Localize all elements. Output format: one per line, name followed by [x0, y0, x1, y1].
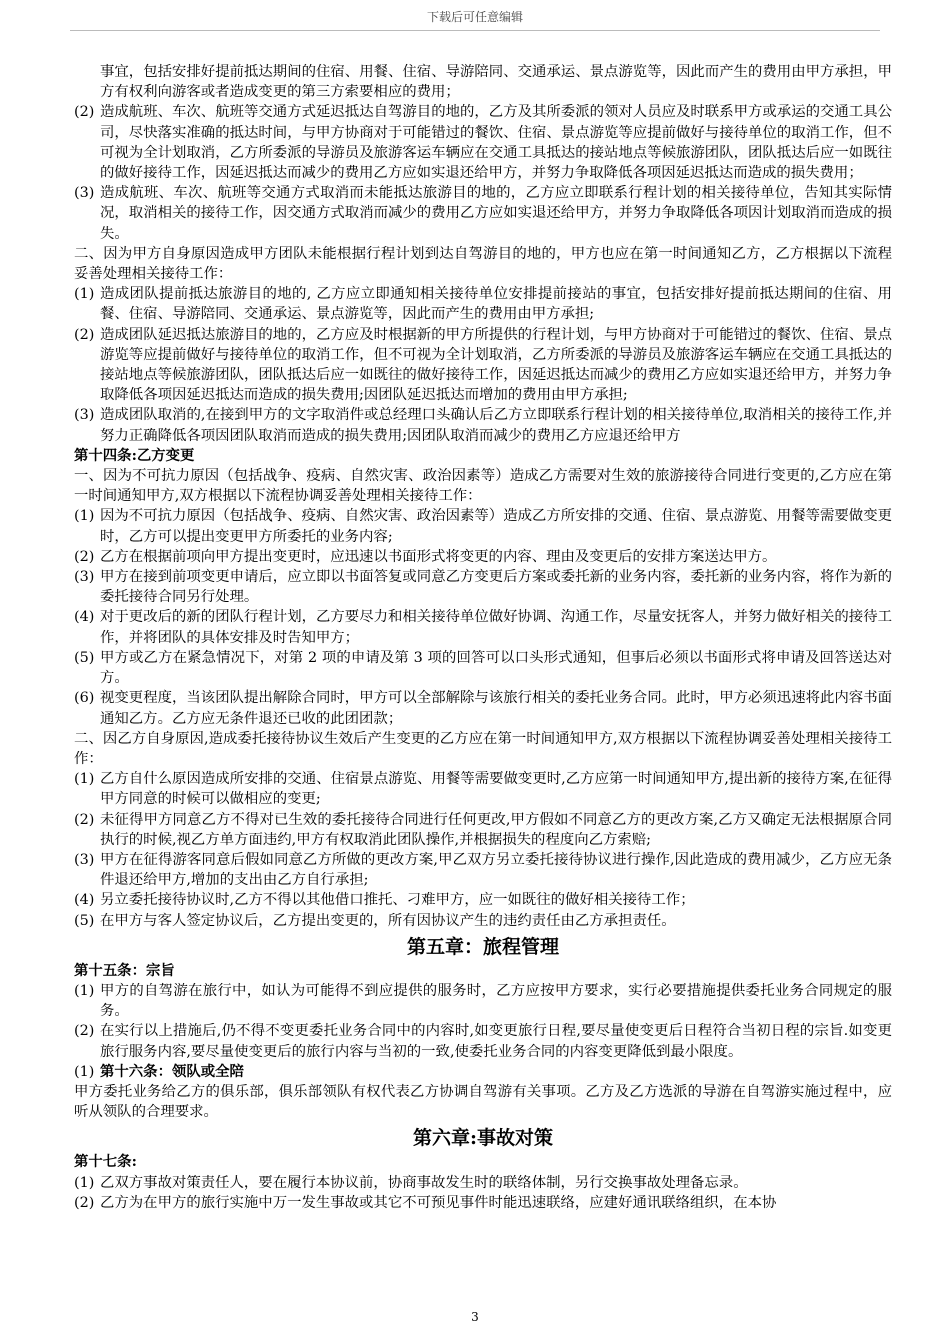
list-item [74, 405, 892, 445]
list-item [74, 850, 892, 890]
list-item [74, 1021, 892, 1061]
list-item [74, 607, 892, 647]
list-item-number: (3) [74, 407, 95, 424]
list-item [74, 325, 892, 406]
list-item-text: 造成团队提前抵达旅游目的地的, 乙方应立即通知相关接待单位安排提前接站的事宜，包括安排好提前抵达期间的住宿、用餐、住宿、导游陪同、交通承运、景点游览等，因此而产生的费用由甲方承担; [100, 286, 892, 323]
list-item-text: 在实行以上措施后,仍不得不变更委托业务合同中的内容时,如变更旅行日程,要尽量使变更后日程符合当初日程的宗旨.如变更旅行服务内容,要尽量使变更后的旅行内容与当初的一致,使委托业务合同的内容变更降低到最小限度。 [100, 1023, 892, 1060]
list-item-text: 对于更改后的新的团队行程计划，乙方要尽力和相关接待单位做好协调、沟通工作，尽量安抚客人，并努力做好相关的接待工作，并将团队的具体安排及时告知甲方； [100, 609, 892, 646]
list-item-number: (1) [74, 1063, 95, 1080]
list-item [74, 183, 892, 244]
document-body [74, 62, 892, 1213]
list-item-number: (6) [74, 690, 95, 707]
list-item-text: 因为不可抗力原因（包括战争、疫病、自然灾害、政治因素等）造成乙方所安排的交通、住宿、景点游览、用餐等需要做变更时，乙方可以提出变更甲方所委托的业务内容; [100, 508, 892, 545]
chapter-title: 第五章：旅程管理 [406, 935, 559, 958]
list-item-number: (1) [74, 771, 95, 788]
list-item [74, 688, 892, 728]
list-item-number: (2) [74, 548, 95, 565]
list-item-number: (2) [74, 1194, 95, 1211]
list-item [74, 1193, 892, 1213]
list-item-text: 甲方的自驾游在旅行中，如认为可能得不到应提供的服务时，乙方应按甲方要求，实行必要措施提供委托业务合同规定的服务。 [100, 982, 892, 1020]
list-item [74, 102, 892, 183]
section-heading: 第十六条：领队或全陪 [100, 1062, 244, 1080]
page-header: 下载后可任意编辑 [426, 10, 523, 24]
list-item-number: (3) [74, 185, 95, 202]
list-item-number: (4) [74, 609, 95, 626]
list-item [74, 981, 892, 1021]
list-item-number: (4) [74, 892, 95, 909]
list-item [74, 769, 892, 809]
list-item-text: 乙双方事故对策责任人，要在履行本协议前，协商事故发生时的联络体制，另行交换事故处理备忘录。 [100, 1174, 748, 1191]
list-item-number: (1) [74, 982, 95, 999]
list-item [74, 810, 892, 850]
list-item [74, 1173, 892, 1193]
section-heading: 第十七条: [74, 1153, 137, 1171]
list-item-number: (2) [74, 326, 95, 343]
list-item-text: 甲方或乙方在紧急情况下，对第 2 项的申请及第 3 项的回答可以口头形式通知，但事后必须以书面形式将申请及回答送达对方。 [100, 649, 892, 687]
list-item-number: (5) [74, 912, 95, 929]
list-item-text: 另立委托接待协议时,乙方不得以其他借口推托、刁难甲方，应一如既往的做好相关接待工作； [100, 892, 695, 909]
list-item-text: 在甲方与客人签定协议后，乙方提出变更的，所有因协议产生的违约责任由乙方承担责任。 [100, 912, 676, 929]
page-number: 3 [471, 1310, 479, 1324]
list-item-number: (3) [74, 569, 95, 586]
list-item-number: (1) [74, 1174, 95, 1191]
list-item-text: 造成航班、车次、航班等交通方式取消而未能抵达旅游目的地的，乙方应立即联系行程计划的相关接待单位，告知其实际情况，取消相关的接待工作，因交通方式取消而减少的费用乙方应如实退还给甲方，并努力争取降低各项因计划取消而造成的损失。 [100, 185, 892, 242]
paragraph: 一、因为不可抗力原因（包括战争、疫病、自然灾害、政治因素等）造成乙方需要对生效的旅游接待合同进行变更的,乙方应在第一时间通知甲方,双方根据以下流程协调妥善处理相关接待工作： [74, 468, 892, 505]
paragraph: 二、因为甲方自身原因造成甲方团队未能根据行程计划到达自驾游目的地的，甲方也应在第一时间通知乙方，乙方根据以下流程妥善处理相关接待工作： [74, 245, 892, 283]
list-item-number: (2) [74, 811, 95, 828]
list-item [74, 567, 892, 607]
paragraph: 二、因乙方自身原因,造成委托接待协议生效后产生变更的乙方应在第一时间通知甲方,双方根据以下流程协调妥善处理相关接待工作： [74, 730, 892, 767]
list-item [74, 1062, 892, 1082]
paragraph-continuation: 事宜，包括安排好提前抵达期间的住宿、用餐、住宿、导游陪同、交通承运、景点游览等，因此而产生的费用由甲方承担，甲方有权利向游客或者造成变更的第三方索要相应的费用； [100, 64, 892, 101]
list-item [74, 648, 892, 688]
header-divider [70, 30, 880, 31]
list-item-number: (2) [74, 104, 95, 121]
list-item-text: 乙方为在甲方的旅行实施中万一发生事故或其它不可预见事件时能迅速联络，应建好通讯联络组织，在本协 [100, 1194, 777, 1211]
list-item-number: (1) [74, 286, 95, 303]
section-heading: 第十四条:乙方变更 [74, 446, 195, 464]
chapter-title: 第六章:事故对策 [412, 1127, 553, 1150]
list-item-number: (3) [74, 851, 95, 868]
list-item-number: (5) [74, 649, 95, 666]
list-item-text: 造成团队延迟抵达旅游目的地的，乙方应及时根据新的甲方所提供的行程计划，与甲方协商对于可能错过的餐饮、住宿、景点游览等应提前做好与接待单位的取消工作，但不可视为全计划取消，乙方所委派的导游员及旅游客运车辆应在交通工具抵达的接站地点等候旅游团队，团队抵达后应一如既往的做好接待工作，因延迟抵达而减少的费用乙方应如实退还给甲方，并努力争取降低各项因延迟抵达而造成的损失费用;因团队延迟抵达而增加的费用由甲方承担; [100, 326, 892, 404]
list-item-number: (1) [74, 508, 95, 525]
list-item-text: 造成团队取消的,在接到甲方的文字取消件或总经理口头确认后乙方立即联系行程计划的相关接待单位,取消相关的接待工作,并努力正确降低各项因团队取消而造成的损失费用;因团队取消而减少的费用乙方应退还给甲方 [100, 407, 892, 444]
list-item-text: 视变更程度，当该团队提出解除合同时，甲方可以全部解除与该旅行相关的委托业务合同。此时，甲方必须迅速将此内容书面通知乙方。乙方应无条件退还已收的此团团款； [100, 690, 892, 727]
list-item-text: 造成航班、车次、航班等交通方式延迟抵达自驾游目的地的，乙方及其所委派的领对人员应及时联系甲方或承运的交通工具公司，尽快落实准确的抵达时间，与甲方协商对于可能错过的餐饮、住宿、景点游览等应提前做好与接待单位的取消工作，但不可视为全计划取消，乙方所委派的导游员及旅游客运车辆应在交通工具抵达的接站地点等候旅游团队，团队抵达后应一如既往的做好接待工作，因延迟抵达而减少的费用乙方应如实退还给甲方，并努力争取降低各项因延迟抵达而造成的损失费用； [100, 104, 892, 182]
list-item-text: 乙方在根据前项向甲方提出变更时，应迅速以书面形式将变更的内容、理由及变更后的安排方案送达甲方。 [100, 548, 777, 565]
list-item-text: 乙方自什么原因造成所安排的交通、住宿景点游览、用餐等需要做变更时,乙方应第一时间通知甲方,提出新的接待方案,在征得甲方同意的时候可以做相应的变更; [100, 771, 892, 808]
list-item-text: 甲方在接到前项变更申请后，应立即以书面答复或同意乙方变更后方案或委托新的业务内容，委托新的业务内容，将作为新的委托接待合同另行处理。 [100, 569, 892, 606]
list-item-text: 未征得甲方同意乙方不得对已生效的委托接待合同进行任何更改,甲方假如不同意乙方的更改方案,乙方又确定无法根据原合同执行的时候,视乙方单方面违约,甲方有权取消此团队操作,并根据损失的程度向乙方索赔; [100, 811, 892, 848]
list-item-number: (2) [74, 1023, 95, 1040]
list-item [74, 506, 892, 546]
list-item [74, 284, 892, 324]
section-heading: 第十五条：宗旨 [74, 961, 175, 979]
list-item [74, 890, 892, 910]
list-item-text: 甲方在征得游客同意后假如同意乙方所做的更改方案,甲乙双方另立委托接待协议进行操作,因此造成的费用减少，乙方应无条件退还给甲方,增加的支出由乙方自行承担; [100, 851, 892, 889]
list-item [74, 547, 892, 567]
list-item [74, 911, 892, 931]
paragraph: 甲方委托业务给乙方的俱乐部，俱乐部领队有权代表乙方协调自驾游有关事项。乙方及乙方选派的导游在自驾游实施过程中，应听从领队的合理要求。 [74, 1083, 892, 1121]
